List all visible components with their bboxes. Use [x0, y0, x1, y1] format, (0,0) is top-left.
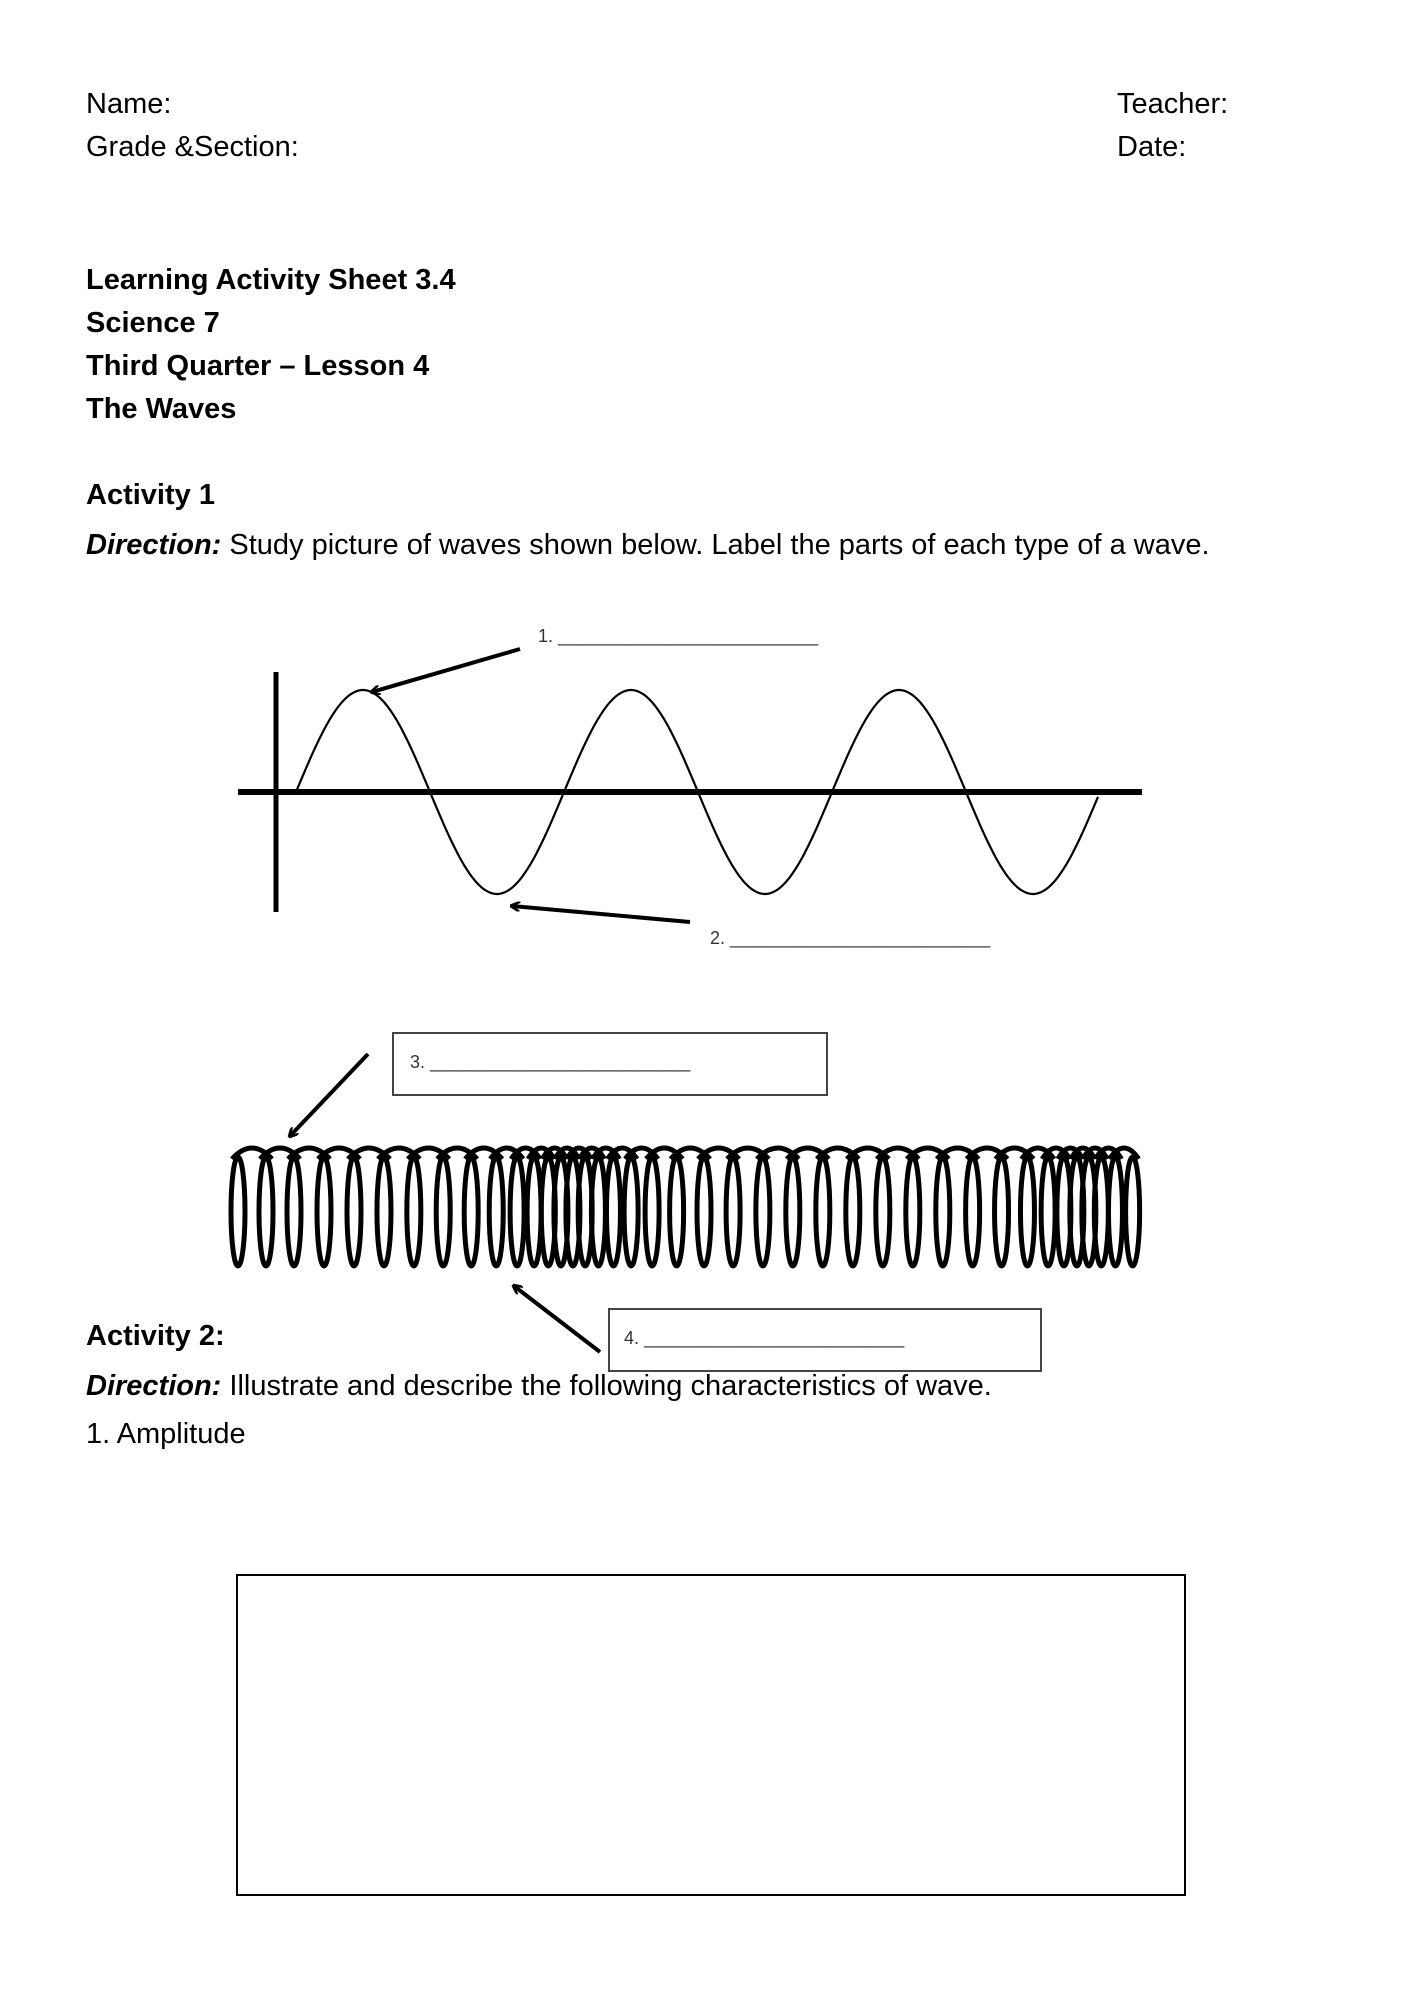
spring-coil — [489, 1157, 503, 1266]
compression-arrow — [290, 1054, 368, 1136]
amplitude-item: 1. Amplitude — [86, 1418, 246, 1450]
quarter-lesson-title: Third Quarter – Lesson 4 — [86, 350, 430, 382]
spring-coil — [347, 1157, 361, 1266]
blank-4-number: 4. — [624, 1328, 640, 1348]
activity1-heading: Activity 1 — [86, 479, 215, 511]
blank-3-number: 3. — [410, 1052, 426, 1072]
spring-coil — [591, 1157, 605, 1266]
spring-coil — [726, 1157, 740, 1266]
blank-1 — [538, 618, 818, 654]
spring-coil — [510, 1157, 524, 1266]
amplitude-answer-box[interactable] — [236, 1574, 1186, 1896]
name-label: Name: — [86, 88, 172, 120]
spring-coil — [1126, 1157, 1140, 1266]
spring-coil — [786, 1157, 800, 1266]
blank-1-number: 1. — [538, 626, 554, 646]
spring-coil — [317, 1157, 331, 1266]
activity2-heading: Activity 2: — [86, 1320, 225, 1352]
blank-3 — [410, 1044, 690, 1080]
activity1-direction-text: Study picture of waves shown below. Label the parts of each type of a wave. — [221, 529, 1210, 561]
spring-coil — [995, 1157, 1009, 1266]
teacher-label: Teacher: — [1117, 88, 1229, 120]
spring-coil — [966, 1157, 980, 1266]
spring-coil — [407, 1157, 421, 1266]
blank-2 — [710, 920, 990, 956]
spring-coil — [464, 1157, 478, 1266]
spring-coil — [606, 1157, 620, 1266]
transverse-wave-diagram — [238, 649, 1142, 922]
spring-coil — [624, 1157, 638, 1266]
spring-coil — [287, 1157, 301, 1266]
spring-coil — [670, 1157, 684, 1266]
spring-coil — [436, 1157, 450, 1266]
spring-coil — [936, 1157, 950, 1266]
rarefaction-arrow — [514, 1286, 600, 1352]
spring-coil — [816, 1157, 830, 1266]
blank-3-line[interactable]: __________________________ — [430, 1052, 691, 1072]
spring-coil — [697, 1157, 711, 1266]
spring-coil — [846, 1157, 860, 1266]
blank-4-line[interactable]: __________________________ — [644, 1328, 905, 1348]
activity2-direction-text: Illustrate and describe the following characteristics of wave. — [221, 1370, 992, 1402]
activity2-direction-label: Direction: — [86, 1370, 222, 1402]
date-label: Date: — [1117, 131, 1187, 163]
spring-coil — [876, 1157, 890, 1266]
topic-title: The Waves — [86, 393, 237, 425]
spring-coil — [1108, 1157, 1122, 1266]
spring-coil — [756, 1157, 770, 1266]
label-box-3 — [392, 1032, 828, 1096]
blank-2-line[interactable]: __________________________ — [730, 928, 991, 948]
activity1-direction-label: Direction: — [86, 529, 222, 561]
sheet-title: Learning Activity Sheet 3.4 — [86, 264, 456, 296]
spring-coil — [906, 1157, 920, 1266]
longitudinal-wave-diagram — [231, 1148, 1140, 1266]
spring-coil — [377, 1157, 391, 1266]
subject-title: Science 7 — [86, 307, 220, 339]
spring-coil — [645, 1157, 659, 1266]
grade-section-label: Grade &Section: — [86, 131, 299, 163]
crest-arrow — [372, 649, 520, 692]
trough-arrow — [512, 906, 690, 922]
spring-coil — [259, 1157, 273, 1266]
spring-coil — [1041, 1157, 1055, 1266]
blank-2-number: 2. — [710, 928, 726, 948]
blank-4 — [624, 1320, 904, 1356]
blank-1-line[interactable]: __________________________ — [558, 626, 819, 646]
spring-coil — [231, 1157, 245, 1266]
label-box-4 — [608, 1308, 1042, 1372]
activity2-direction — [86, 1368, 992, 1404]
spring-coil — [1020, 1157, 1034, 1266]
